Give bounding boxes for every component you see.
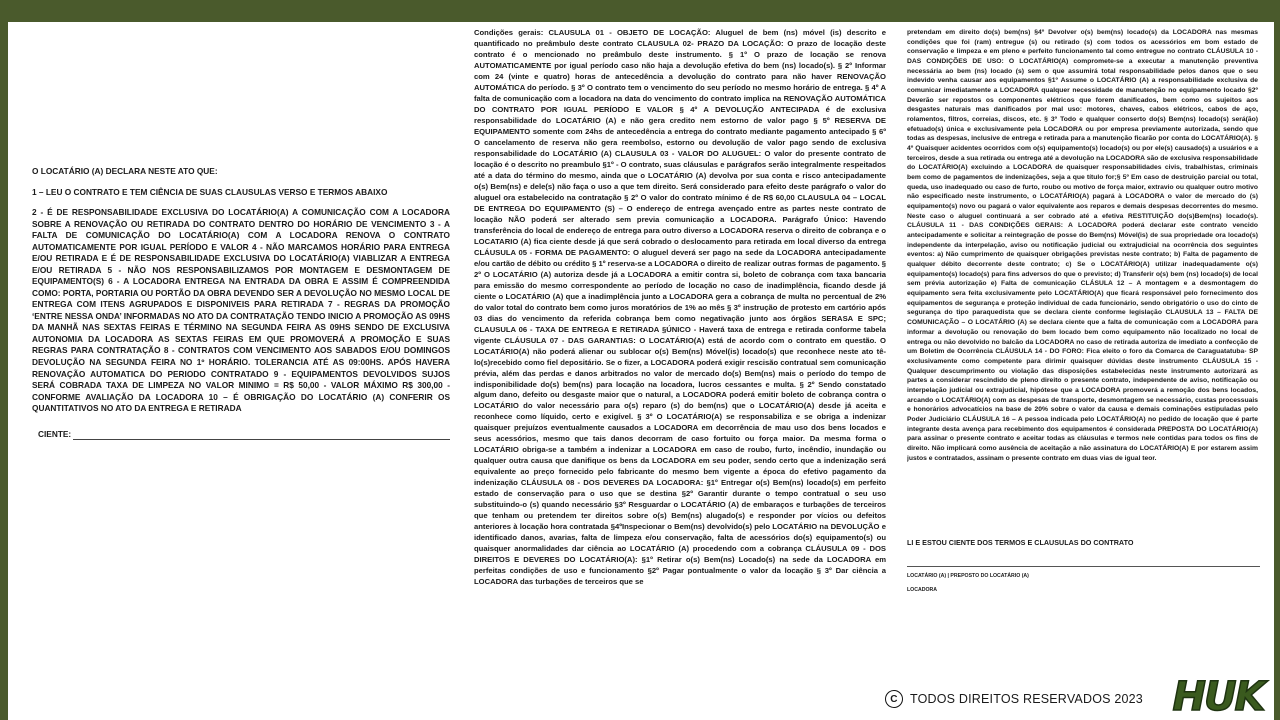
acknowledgement-statement: LI E ESTOU CIENTE DOS TERMOS E CLAUSULAS DO CONTRATO [907,538,1134,547]
ciente-label: CIENTE: [38,428,72,439]
huk-logo [1166,674,1270,716]
document-page [8,22,1274,720]
locatario-signature-label: LOCATÁRIO (A) | PREPOSTO DO LOCATÁRIO (A) [907,573,1029,579]
ciente-signature-row [32,429,450,441]
declaration-heading: O LOCATÁRIO (A) DECLARA NESTE ATO QUE: [32,166,218,176]
declaration-item-1: 1 – LEU O CONTRATO E TEM CIÊNCIA DE SUAS CLAUSULAS VERSO E TERMOS ABAIXO [32,186,388,197]
top-frame-bar [0,0,1280,22]
locadora-signature-label: LOCADORA [907,587,937,593]
copyright-notice [885,690,1143,708]
signature-divider [907,566,1260,567]
ciente-signature-line [73,431,450,440]
right-frame-bar [1274,0,1280,720]
copyright-icon: C [885,690,903,708]
huk-logo-text: HUK [1172,674,1264,716]
general-conditions-column: Condições gerais: CLAUSULA 01 - OBJETO DE LOCAÇÃO: Aluguel de bem (ns) móvel (is) descrito e quantificado no preâmbulo deste contrato CLAUSULA 02- PRAZO DA LOCAÇÃO: O prazo de locação deste contrato é o mencionado no preâmbulo deste instrumento. § 1º O prazo de locação se renova AUTOMATICAMENTE por igual período caso não haja a devolução efetiva do bem (ns) locado(s). § 2º Informar com 24 (vinte e quatro) horas de antecedência a devolução do contrato para não haver RENOVAÇÃO AUTOMÁTICA do período. § 3º O contrato tem o vencimento do seu período no mesmo horário de entrega. § 4º A falta de comunicação com a locadora na data do vencimento do contrato implica na RENOVAÇÃO AUTOMÁTICA DO CONTRATO POR IGUAL PERÍODO E VALOR § 4º A DEVOLUÇÃO ANTECIPADA é de exclusiva responsabilidade do LOCATÁRIO (A) e não gera credito nem estorno de valor pago § 5º RESERVA DE EQUIPAMENTO somente com 24hs de antecedência a entrega do contrato mediante pagamento antecipado § 6º O cancelamento de reserva não gera reembolso, estorno ou devolução de valor pago sendo de exclusiva responsabilidade do LOCATÁRIO (A) CLAUSULA 03 - VALOR DO ALUGUEL: O valor do presente contrato de locação é o descrito no preambulo §1º - O contrato, suas cláusulas e parágrafos serão integralmente respeitados até a data do término do mesmo, ainda que o LOCATÁRIO (A) devolva por sua conta e risco antecipadamente o(s) Bem(ns) e dele(s) não faça o uso a que tem direito. Será considerado para efeito deste parágrafo o valor do aluguel ora estabelecido na contratação § 2º O valor do contrato mínimo é de R$ 60,00 CLAUSULA 04 – LOCAL DE ENTREGA DO EQUIPAMENTO (S) – O endereço de entrega avençado entre as partes neste contrato de locação NÃO poderá ser alterado sem previa comunicação a LOCADORA. Parágrafo Único: Havendo transferência do local de endereço de entrega para outro diverso a LOCADORA reserva o direito de cobrança e o LOCATARIO (A) fica ciente desde já que será cobrado o deslocamento para retirada em local diverso da entrega CLÁUSULA 05 - FORMA DE PAGAMENTO: O aluguel deverá ser pago na sede da LOCADORA antecipadamente e/ou cartão de débito ou crédito § 1º reserva-se a LOCADORA o direito de realizar outras formas de pagamento. § 2º O LOCATÁRIO (A) autoriza desde já a LOCADORA a emitir contra si, boleto de cobrança com taxa bancaria para emissão do mesmo correspondente ao período de locação no caso de inadimplência, ficando desde já ciente o LOCATÁRIO (A) que a inadimplência junto a LOCADORA gera a cobrança de multa no percentual de 2% do valor total do contrato bem como juros moratórios de 1% ao mês § 3º instrução de protesto em cartório após 03 dias do vencimento da referida cobrança bem como negativação junto aos órgãos SERASA E SPC; CLAUSULA 06 - TAXA DE ENTREGA E RETIRADA §ÚNICO - Haverá taxa de entrega e retirada conforme tabela vigente CLÁUSULA 07 - DAS GARANTIAS: O LOCATÁRIO(A) está de acordo com o contrato em questão. O LOCATÁRIO(A) não poderá alienar ou sublocar o(s) Bem(ns) Móvel(is) locado(s) que reconhece neste ato tê-lo(s)recebido como fiel depositário. Se o fizer, a LOCADORA poderá exigir rescisão contratual sem comunicação prévia, além das perdas e danos arbitrados no valor de mercado do(s) Bem(ns) mais o período do tempo de indisponibilidade do(s) bem(ns) para locação na locadora, lucros cessantes e multa. § 2º Sendo constatado algum dano, defeito ou desgaste maior que o natural, a LOCADORA poderá emitir boleto de cobrança contra o LOCATÁRIO do valor necessário para o(s) reparo (s) do bem(ns) que o LOCATÁRIO(A) desde já aceita e reconhece como líquido, certo e exigível. § 3º O LOCATÁRIO(A) se responsabiliza e se obriga a indenizar quaisquer prejuízos eventualmente causados a LOCADORA em decorrência de mau uso dos bens locados e seus acessórios, mesmo que tais danos decorram de caso fortuito ou força maior. Da mesma forma o LOCATÁRIO obriga-se a também a indenizar a LOCADORA em caso de roubo, furto, incêndio, inundação ou qualquer outra causa que danifique os bens da LOCADORA em seu poder, sendo certo que a indenização será equivalente ao preço fornecido pelo fabricante do mesmo bem vigente a época do efetivo pagamento da indenização CLÁUSULA 08 - DOS DEVERES DA LOCADORA: §1º Entregar o(s) Bem(ns) locado(s) em perfeito estado de conservação para o uso que se destina §2º Garantir durante o tempo contratual o seu uso substituindo-o (s) quando necessário §3º Resguardar o LOCATÁRIO (A) de embaraços e turbações de terceiros que tenham ou pretendem ter direitos sobre o(s) Bem(ns) alugado(s) e responder por vícios ou defeitos anteriores à locação hora contratada §4ºInspecionar o Bem(ns) devolvido(s) pelo LOCATÁRIO na DEVOLUÇÃO e identificado danos, avarias, falta de limpeza e/ou conservação, falta de acessórios do(s) equipamento(s) ou quaisquer anormalidades dar ciência ao LOCATÁRIO (A) procedendo com a cobrança CLÁUSULA 09 - DOS DIREITOS E DEVERES DO LOCATÁRIO(A): §1º Retirar o(s) Bem(ns) Locado(s) na sede da LOCADORA em perfeitas condições de uso e funcionamento §2º Pagar pontualmente o valor da locação § 3º Dar ciência a LOCADORA das turbações de terceiros que se [474,28,886,587]
general-conditions-continued-column: pretendam em direito do(s) bem(ns) §4º Devolver o(s) bem(ns) locado(s) da LOCADORA nas mesmas condições que foi (ram) entregue (s) ou retirado (s) com todos os acessórios em bom estado de conservação e limpeza e em pleno e perfeito funcionamento tal como entregue no contrato CLÁUSULA 10 - DAS CONDIÇÕES DE USO: O LOCATÁRIO(A) compromete-se a executar a manutenção preventiva necessária ao bem (ns) locado (s) sem o que assumirá total responsabilidade pelos danos que o seu indevido venha causar aos equipamentos §1º Assume o LOCATÁRIO (A) a responsabilidade exclusiva de comunicar imediatamente a LOCADORA qualquer necessidade de manutenção no equipamento locado §2º Deverão ser repostos os componentes elétricos que forem danificados, bem como os sujeitos aos desgastes naturais mas danificados por mal uso: motores, chaves, cabos elétricos, cabos de aço, rolamentos, filtros, correias, discos, etc. § 3º Todo e qualquer conserto do(s) Bem(ns) locado(s) será(ão) efetuado(s) única e exclusivamente pela LOCADORA ou por empresa previamente autorizada, sendo que todas as despesas, inclusive de entrega e retirada para a manutenção ficarão por conta do LOCATÁRIO(A). § 4º Quaisquer acidentes ocorridos com o(s) equipamento(s) locado(s) ou por ele(s) causado(s) a usuários e a terceiros, desde a sua retirada ou entrega até a devolução na LOCADORA são de exclusiva responsabilidade do LOCATÁRIO(A) excluindo a LOCADORA de quaisquer responsabilidades civis, trabalhistas, criminais bem como de pagamentos de indenizações, seja a que título for;§ 5º Em caso de destruição parcial ou total, queda, uso inadequado ou caso de furto, roubo ou motivo de força maior, extravio ou qualquer outro motivo não especificado neste instrumento, o LOCATÁRIO(A) pagará à LOCADORA o valor de mercado do (s) equipamento(s) novo ou pagará o valor equivalente aos reparos e demais despesas decorrentes do mesmo. Neste caso o aluguel continuará a ser cobrado até a efetiva RESTITUIÇÃO do(s)Bem(ns) locado(s). CLÁUSULA 11 - DAS CONDIÇÕES GERAIS: A LOCADORA poderá declarar este contrato vencido antecipadamente e solicitar a reintegração de posse do Bem(ns) Móvel(is) de sua propriedade ora locado(s) independente da interpelação, aviso ou notificação judicial ou extrajudicial na ocorrência dos seguintes eventos: a) Não cumprimento de quaisquer obrigações previstas neste contrato; b) Falta de pagamento de qualquer débito decorrente deste contrato; c) Se o LOCATÁRIO(A) utilizar inadequadamente o(s) equipamento(s) locado(s) para fins adversos do que o previsto; d) Transferir o(s) bem (ns) locado(s) de local sem prévia autorização e) Falta de comunicação CLÁSULA 12 – A montagem e a desmontagem do equipamento sera feita exclusivamente pelo LOCATÁRIO(A) que ficará responsável pelo fornecimento dos equipamentos de segurança e proteção individual de cada funcionário, sendo obrigatório o uso do cinto de segurança do tipo paraquedista que se declara ciente conforme legislação CLAUSULA 13 – FALTA DE COMUNICAÇÃO – O LOCATÁRIO (A) se declara ciente que a falta de comunicação com a LOCADORA para informar a devolução ou renovação do bem locado bem como equipamento não localizado no local de entrega ou não devolvido no balcão da LOCADORA no caso de retirada autoriza de imediato a confecção de um Boletim de Ocorrência CLÁUSULA 14 - DO FORO: Fica eleito o foro da Comarca de Caraguatatuba- SP exclusivamente como competente para dirimir quaisquer dúvidas deste instrumento CLÁUSULA 15 - Qualquer descumprimento ou violação das disposições estabelecidas neste instrumento autorizará as partes a considerar rescindido de pleno direito o presente contrato, independente de aviso, notificação ou interpelação judicial ou extrajudicial, hipótese que a LOCADORA promoverá a remoção dos bens locados, arcando o LOCATÁRIO(A) com as despesas de transporte, desmontagem se necessário, custas processuais e honorários advocatícios na base de 20% sobre o valor da causa e demais cominações estipuladas pelo Poder Judiciário CLÁUSULA 16 – A pessoa indicada pelo LOCATÁRIO(A) no pedido de locação que é parte integrante desta avença para recebimento dos equipamentos é considerada PREPOSTA DO LOCATÁRIO(A) para assinar o presente contrato e aceitar todas as cláusulas e termos nele contidas para todos os fins de direito. Não implicará como ausência de aceitação a não assinatura do LOCATÁRIO(A) E por estarem assim justos e contratados, assinam o presente contrato em duas vias de igual teor. [907,29,1258,462]
declaration-column [32,166,450,440]
copyright-text: TODOS DIREITOS RESERVADOS 2023 [910,692,1143,706]
declaration-items: 2 - É DE RESPONSABILIDADE EXCLUSIVA DO LOCATÁRIO(A) A COMUNICAÇÃO COM A LOCADORA SOBRE A RENOVAÇÃO OU RETIRADA DO CONTRATO DENTRO DO HORÁRIO DE VENCIMENTO 3 - A FALTA DE COMUNICAÇÃO DO LOCATÁRIO(A) COM A LOCADORA RENOVA O CONTRATO AUTOMATICAMENTE POR IGUAL PERÍODO E VALOR 4 - NÃO MARCAMOS HORÁRIO PARA ENTREGA E/OU RETIRADA E É DE RESPONSABILIDADE EXCLUSIVA DO LOCATÁRIO(A) VIABLIZAR A ENTREGA E/OU RETIRADA 5 - NÃO NOS RESPONSABILIZAMOS POR MONTAGEM E DESMONTAGEM DE EQUIPAMENTO(S) 6 - A LOCADORA ENTREGA NA ENTRADA DA OBRA E ASSIM É COMPREENDIDA COMO: PORTA, PORTARIA OU PORTÃO DA OBRA DEVENDO SER A DEVOLUÇÃO NO MESMO LOCAL DE ENTREGA COM ITENS AGRUPADOS E DISPONIVEIS PARA RETIRADA 7 - REGRAS DA PROMOÇÃO ‘ENTRE NESSA ONDA’ INFORMADAS NO ATO DA CONTRATAÇÃO TENDO INICIO A PROMOÇÃO AS 09HS DA MANHÃ NAS SEXTAS FEIRAS E TÉRMINO NA SEGUNDA FEIRA AS 09HS SENDO DE EXCLUSIVA AUTONOMIA DA LOCADORA AS SEXTAS FEIRAS EM QUE PROMOVERÁ A PROMOÇÃO E SUAS REGRAS PARA CONTRATAÇÃO 8 - CONTRATOS COM VENCIMENTO AOS SABADOS E/OU DOMINGOS DEVOLUÇÃO NA SEGUNDA FEIRA NO 1º HORÁRIO. TOLERANCIA ATÉ AS 09:00HS. APÓS HAVERA RENOVAÇÃO AUTOMATICA DO PERIODO CONTRATADO 9 - EQUIPAMENTOS DEVOLVIDOS SUJOS SERÁ COBRADA TAXA DE LIMPEZA NO VALOR MINIMO = R$ 50,00 - VALOR MÁXIMO R$ 300,00 - CONFORME AVALIAÇÃO DA LOCADORA 10 – É OBRIGAÇÃO DO LOCATÁRIO (A) CONFERIR OS QUANTITATIVOS NO ATO DA ENTREGA E RETIRADA [32,207,450,414]
left-frame-bar [0,0,8,720]
